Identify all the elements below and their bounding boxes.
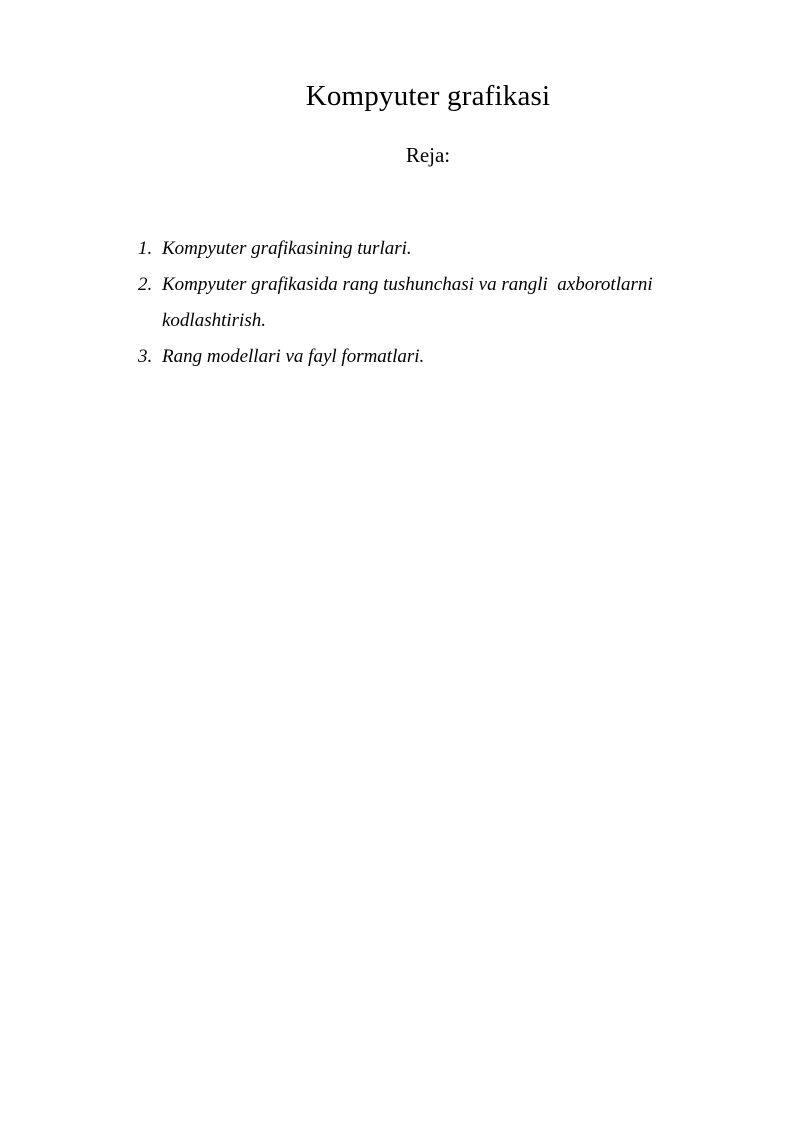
list-item-number: 3. xyxy=(138,346,153,367)
document-title: Kompyuter grafikasi xyxy=(305,80,551,112)
plan-list xyxy=(138,231,738,375)
list-item-number: 2. xyxy=(138,274,153,295)
list-item-text: Rang modellari va fayl formatlari. xyxy=(162,346,425,367)
list-item xyxy=(138,267,738,339)
document-subtitle: Reja: xyxy=(405,143,451,167)
list-item xyxy=(138,231,738,267)
list-item-number: 1. xyxy=(138,238,153,259)
list-item xyxy=(138,339,738,375)
list-item-text: Kompyuter grafikasida rang tushunchasi va rangli axborotlarni kodlashtirish. xyxy=(162,274,658,331)
list-item-text: Kompyuter grafikasining turlari. xyxy=(162,238,412,259)
